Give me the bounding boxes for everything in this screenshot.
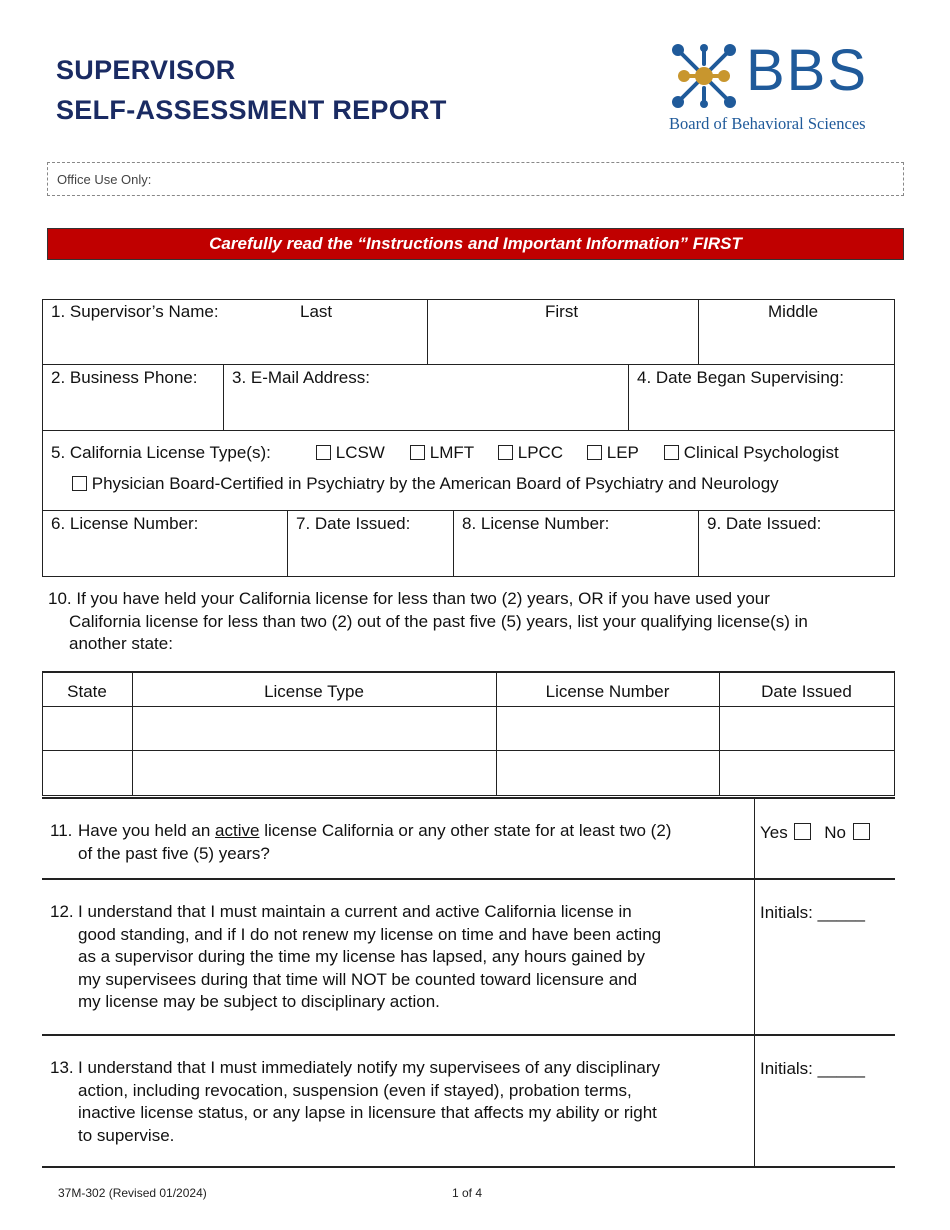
license-option-physician[interactable] [72,474,779,494]
q11-number: 11. [50,821,73,840]
q13-line: to supervise. [78,1125,175,1145]
instructions-banner: Carefully read the “Instructions and Important Information” FIRST [47,228,904,260]
license-number-6-label: 6. License Number: [51,514,199,533]
office-use-label: Office Use Only: [57,172,152,187]
first-name-label: First [545,302,579,321]
clinical-psychologist-label: Clinical Psychologist [683,443,839,462]
middle-name-label: Middle [768,302,819,321]
q12-line: my supervisees during that time will NOT be counted toward licensure and [78,969,638,989]
q11-no-label: No [824,823,846,842]
license-option-clinical-psychologist[interactable] [664,443,839,463]
q12-line: as a supervisor during the time my license has lapsed, any hours gained by [78,947,645,966]
first-name-input[interactable] [431,325,695,361]
business-phone-input[interactable] [46,392,220,427]
row1-state-input[interactable] [44,708,130,749]
license-type-label: 5. California License Type(s): [51,443,271,462]
page-number: 1 of 4 [452,1186,483,1200]
q12-line: good standing, and if I do not renew my license on time and have been acting [78,924,662,944]
date-began-label: 4. Date Began Supervising: [637,368,844,387]
logo-letters: BBS [746,38,869,103]
logo-subtitle: Board of Behavioral Sciences [669,114,866,133]
page-title [56,50,447,130]
q10-line-2: California license for less than two (2) out of the past five (5) years, list your qualifying license(s) in [69,611,808,631]
row2-date-issued-input[interactable] [721,752,892,794]
physician-label: Physician Board-Certified in Psychiatry by the American Board of Psychiatry and Neurology [91,474,779,493]
q11-yes-label: Yes [760,823,788,842]
q10-line-1: 10. If you have held your California license for less than two (2) years, OR if you have used your [48,589,770,608]
q13-number: 13. [50,1058,74,1077]
date-issued-col-header: Date Issued [761,682,852,701]
q13-line: action, including revocation, suspension (even if stayed), probation terms, [78,1080,632,1100]
license-number-8-input[interactable] [457,538,695,573]
lmft-checkbox[interactable] [410,445,425,460]
license-number-8-label: 8. License Number: [462,514,610,533]
q11-pre: Have you held an [78,821,216,840]
bbs-logo [668,38,908,137]
q13-text [50,1057,750,1149]
q13-line: inactive license status, or any lapse in licensure that affects my ability or right [78,1103,657,1122]
clinical-psychologist-checkbox[interactable] [664,445,679,460]
lpcc-label: LPCC [517,443,564,462]
q12-line: I understand that I must maintain a current and active California license in [78,902,632,921]
q12-number: 12. [50,902,74,921]
row1-date-issued-input[interactable] [721,708,892,749]
row2-license-type-input[interactable] [134,752,494,794]
form-id: 37M-302 (Revised 01/2024) [58,1186,207,1200]
q10-text [48,588,808,656]
business-phone-label: 2. Business Phone: [51,368,198,387]
office-use-box [47,162,904,196]
license-option-lpcc[interactable] [498,443,563,463]
physician-checkbox[interactable] [72,476,87,491]
date-issued-7-label: 7. Date Issued: [296,514,411,533]
lmft-label: LMFT [429,443,475,462]
title-line-1: SUPERVISOR [56,55,236,85]
bbs-molecule-icon [670,44,738,108]
q11-post: license California or any other state for at least two (2) [259,821,672,840]
lcsw-checkbox[interactable] [316,445,331,460]
q12-initials-field[interactable]: Initials: _____ [760,903,865,922]
middle-name-input[interactable] [702,325,892,361]
q12-line: my license may be subject to disciplinary action. [78,992,440,1011]
date-issued-9-input[interactable] [702,538,892,573]
lpcc-checkbox[interactable] [498,445,513,460]
date-issued-9-label: 9. Date Issued: [707,514,822,533]
lep-checkbox[interactable] [587,445,602,460]
state-col-header: State [67,682,107,701]
email-label: 3. E-Mail Address: [232,368,370,387]
q11-line-2: of the past five (5) years? [78,843,270,863]
license-option-lmft[interactable] [410,443,474,463]
row2-license-number-input[interactable] [498,752,717,794]
row1-license-number-input[interactable] [498,708,717,749]
lcsw-label: LCSW [335,443,385,462]
email-input[interactable] [227,392,625,427]
license-type-col-header: License Type [264,682,364,701]
lep-label: LEP [606,443,639,462]
q11-yes-checkbox[interactable] [794,823,811,840]
date-began-input[interactable] [632,392,892,427]
row2-state-input[interactable] [44,752,130,794]
q11-text [50,820,750,866]
q11-underlined: active [215,821,260,840]
title-line-2: SELF-ASSESSMENT REPORT [56,95,447,125]
license-number-col-header: License Number [545,682,670,701]
license-option-lcsw[interactable] [316,443,385,463]
q11-answer [760,823,870,843]
q13-initials-field[interactable]: Initials: _____ [760,1059,865,1078]
row1-license-type-input[interactable] [134,708,494,749]
q12-text [50,901,750,1016]
q11-no-checkbox[interactable] [853,823,870,840]
last-name-label: Last [300,302,333,321]
q13-line: I understand that I must immediately notify my supervisees of any disciplinary [78,1058,661,1077]
license-option-lep[interactable] [587,443,639,463]
q10-line-3: another state: [69,634,173,653]
date-issued-7-input[interactable] [291,538,450,573]
supervisor-name-label: 1. Supervisor’s Name: [51,302,219,321]
license-number-6-input[interactable] [46,538,284,573]
last-name-input[interactable] [46,325,424,361]
